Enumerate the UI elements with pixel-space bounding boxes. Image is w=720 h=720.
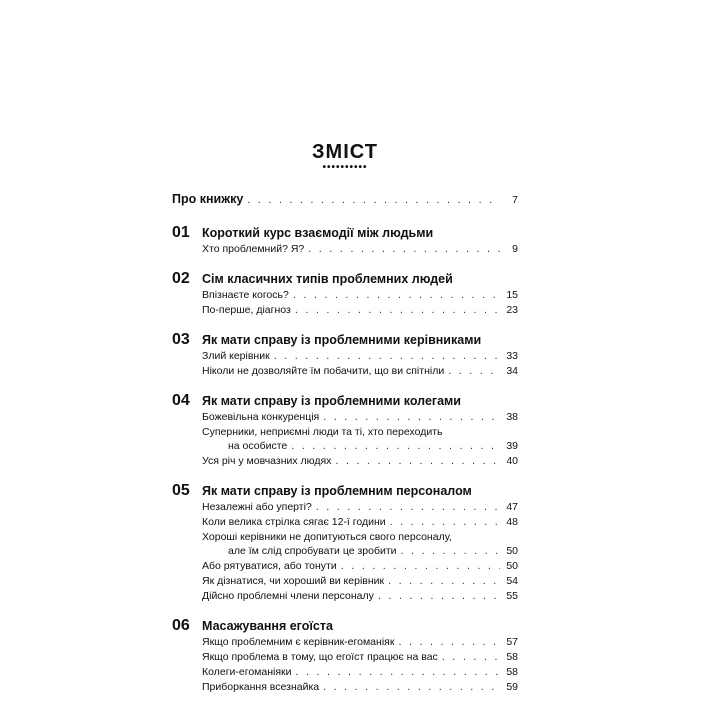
chapter-title: Як мати справу із проблемними колегами [202, 394, 461, 408]
chapter-heading[interactable] [172, 331, 518, 350]
dot-leader [295, 304, 500, 316]
toc-entry-label: Або рятуватися, або тонути [202, 560, 337, 572]
chapter-title: Сім класичних типів проблемних людей [202, 272, 453, 286]
toc-entry-page: 23 [506, 304, 518, 316]
toc-entry-page: 59 [506, 681, 518, 693]
toc-entry-page: 58 [506, 666, 518, 678]
chapter-number: 04 [172, 392, 190, 409]
chapter-number: 03 [172, 331, 190, 348]
toc-entry[interactable] [202, 350, 518, 365]
toc-entry-page: 58 [506, 651, 518, 663]
chapter-title: Як мати справу із проблемним персоналом [202, 484, 472, 498]
toc-entry-label: Хто проблемний? Я? [202, 243, 305, 255]
dot-leader [378, 590, 500, 602]
chapter-number: 06 [172, 617, 190, 634]
chapter-title: Короткий курс взаємодії між людьми [202, 226, 434, 240]
dot-leader [398, 636, 500, 648]
toc-entry[interactable] [202, 636, 518, 651]
toc-entry[interactable] [202, 575, 518, 590]
toc-entry-page: 57 [506, 636, 518, 648]
toc-entry-label: Незалежні або уперті? [202, 501, 312, 513]
chapter-06 [172, 617, 518, 696]
toc-about-entry[interactable] [172, 192, 518, 212]
toc-entry[interactable] [202, 516, 518, 531]
dot-leader [341, 560, 500, 572]
chapter-03 [172, 331, 518, 380]
dot-leader [448, 365, 500, 377]
toc-entry-page: 38 [506, 411, 518, 423]
toc-entry-label: По-перше, діагноз [202, 304, 291, 316]
toc-entry-label-line1: Хороші керівники не допитуються свого персоналу, [202, 531, 452, 543]
title-block [172, 140, 518, 172]
chapter-number: 02 [172, 270, 190, 287]
toc-entry[interactable] [202, 560, 518, 575]
chapter-heading[interactable] [172, 224, 518, 243]
toc-entry-page: 9 [512, 243, 518, 255]
toc-entry-label: Приборкання всезнайка [202, 681, 320, 693]
chapter-heading[interactable] [172, 482, 518, 501]
toc-entry-page: 15 [506, 289, 518, 301]
chapter-heading[interactable] [172, 392, 518, 411]
dot-leader [296, 666, 501, 678]
dot-leader [388, 575, 500, 587]
table-of-contents-page [172, 140, 518, 696]
chapter-title: Як мати справу із проблемними керівниками [202, 333, 482, 347]
toc-entry[interactable] [202, 651, 518, 666]
toc-entry[interactable] [202, 426, 518, 455]
toc-entry-label: Ніколи не дозволяйте їм побачити, що ви спітніли [202, 365, 445, 377]
toc-about-page: 7 [512, 194, 518, 206]
toc-entry-page: 50 [506, 560, 518, 572]
toc-entry[interactable] [202, 681, 518, 696]
toc-entry[interactable] [202, 455, 518, 470]
toc-entry[interactable] [202, 590, 518, 605]
toc-entry-page: 50 [506, 545, 518, 557]
dot-leader [247, 194, 500, 206]
dot-leader [323, 411, 500, 423]
toc-entry-page: 55 [506, 590, 518, 602]
page-title: ЗМІСТ [312, 141, 378, 163]
dot-leader [291, 440, 500, 452]
toc-entry-page: 47 [506, 501, 518, 513]
chapter-heading[interactable] [172, 617, 518, 636]
toc-entry-page: 48 [506, 516, 518, 528]
chapter-number: 05 [172, 482, 190, 499]
toc-entry-label: Впізнаєте когось? [202, 289, 289, 301]
toc-entry-page: 54 [506, 575, 518, 587]
dot-leader [401, 545, 500, 557]
toc-entry-label: Дійсно проблемні члени персоналу [202, 590, 374, 602]
dot-leader [293, 289, 500, 301]
toc-about-label: Про книжку [172, 192, 244, 206]
toc-entry[interactable] [202, 501, 518, 516]
toc-entry-page: 40 [506, 455, 518, 467]
chapter-02 [172, 270, 518, 319]
chapter-title: Масажування егоїста [202, 619, 333, 633]
toc-entry-label: але їм слід спробувати це зробити [228, 545, 397, 557]
toc-entry[interactable] [202, 411, 518, 426]
toc-entry-label: Якщо проблема в тому, що егоїст працює на вас [202, 651, 438, 663]
toc-entry-page: 33 [506, 350, 518, 362]
toc-entry[interactable] [202, 531, 518, 560]
toc-entry[interactable] [202, 289, 518, 304]
chapter-04 [172, 392, 518, 470]
toc-entry[interactable] [202, 666, 518, 681]
dot-leader [316, 501, 500, 513]
toc-entry-label: Божевільна конкуренція [202, 411, 320, 423]
toc-entry-label: на особисте [228, 440, 288, 452]
dot-leader [390, 516, 500, 528]
toc-entry-label: Колеги-егоманіяки [202, 666, 292, 678]
toc-entry-label: Якщо проблемним є керівник-егоманіяк [202, 636, 395, 648]
toc-entry-page: 34 [506, 365, 518, 377]
toc-entry-label-line1: Суперники, неприємні люди та ті, хто переходить [202, 426, 443, 438]
dot-leader [335, 455, 500, 467]
toc-entry[interactable] [202, 243, 518, 258]
toc-entry-label: Коли велика стрілка сягає 12-ї години [202, 516, 386, 528]
toc-entry[interactable] [202, 304, 518, 319]
toc-entry-page: 39 [506, 440, 518, 452]
toc-entry-label: Злий керівник [202, 350, 270, 362]
chapter-heading[interactable] [172, 270, 518, 289]
toc-entry[interactable] [202, 365, 518, 380]
dot-leader [308, 243, 500, 255]
title-dots-ornament: •••••••••• [322, 162, 368, 173]
toc-entry-label: Уся річ у мовчазних людях [202, 455, 332, 467]
toc-list [172, 192, 518, 696]
chapter-01 [172, 224, 518, 258]
dot-leader [442, 651, 500, 663]
chapter-05 [172, 482, 518, 605]
dot-leader [274, 350, 500, 362]
toc-entry-label: Як дізнатися, чи хороший ви керівник [202, 575, 385, 587]
dot-leader [323, 681, 500, 693]
chapter-number: 01 [172, 224, 190, 241]
